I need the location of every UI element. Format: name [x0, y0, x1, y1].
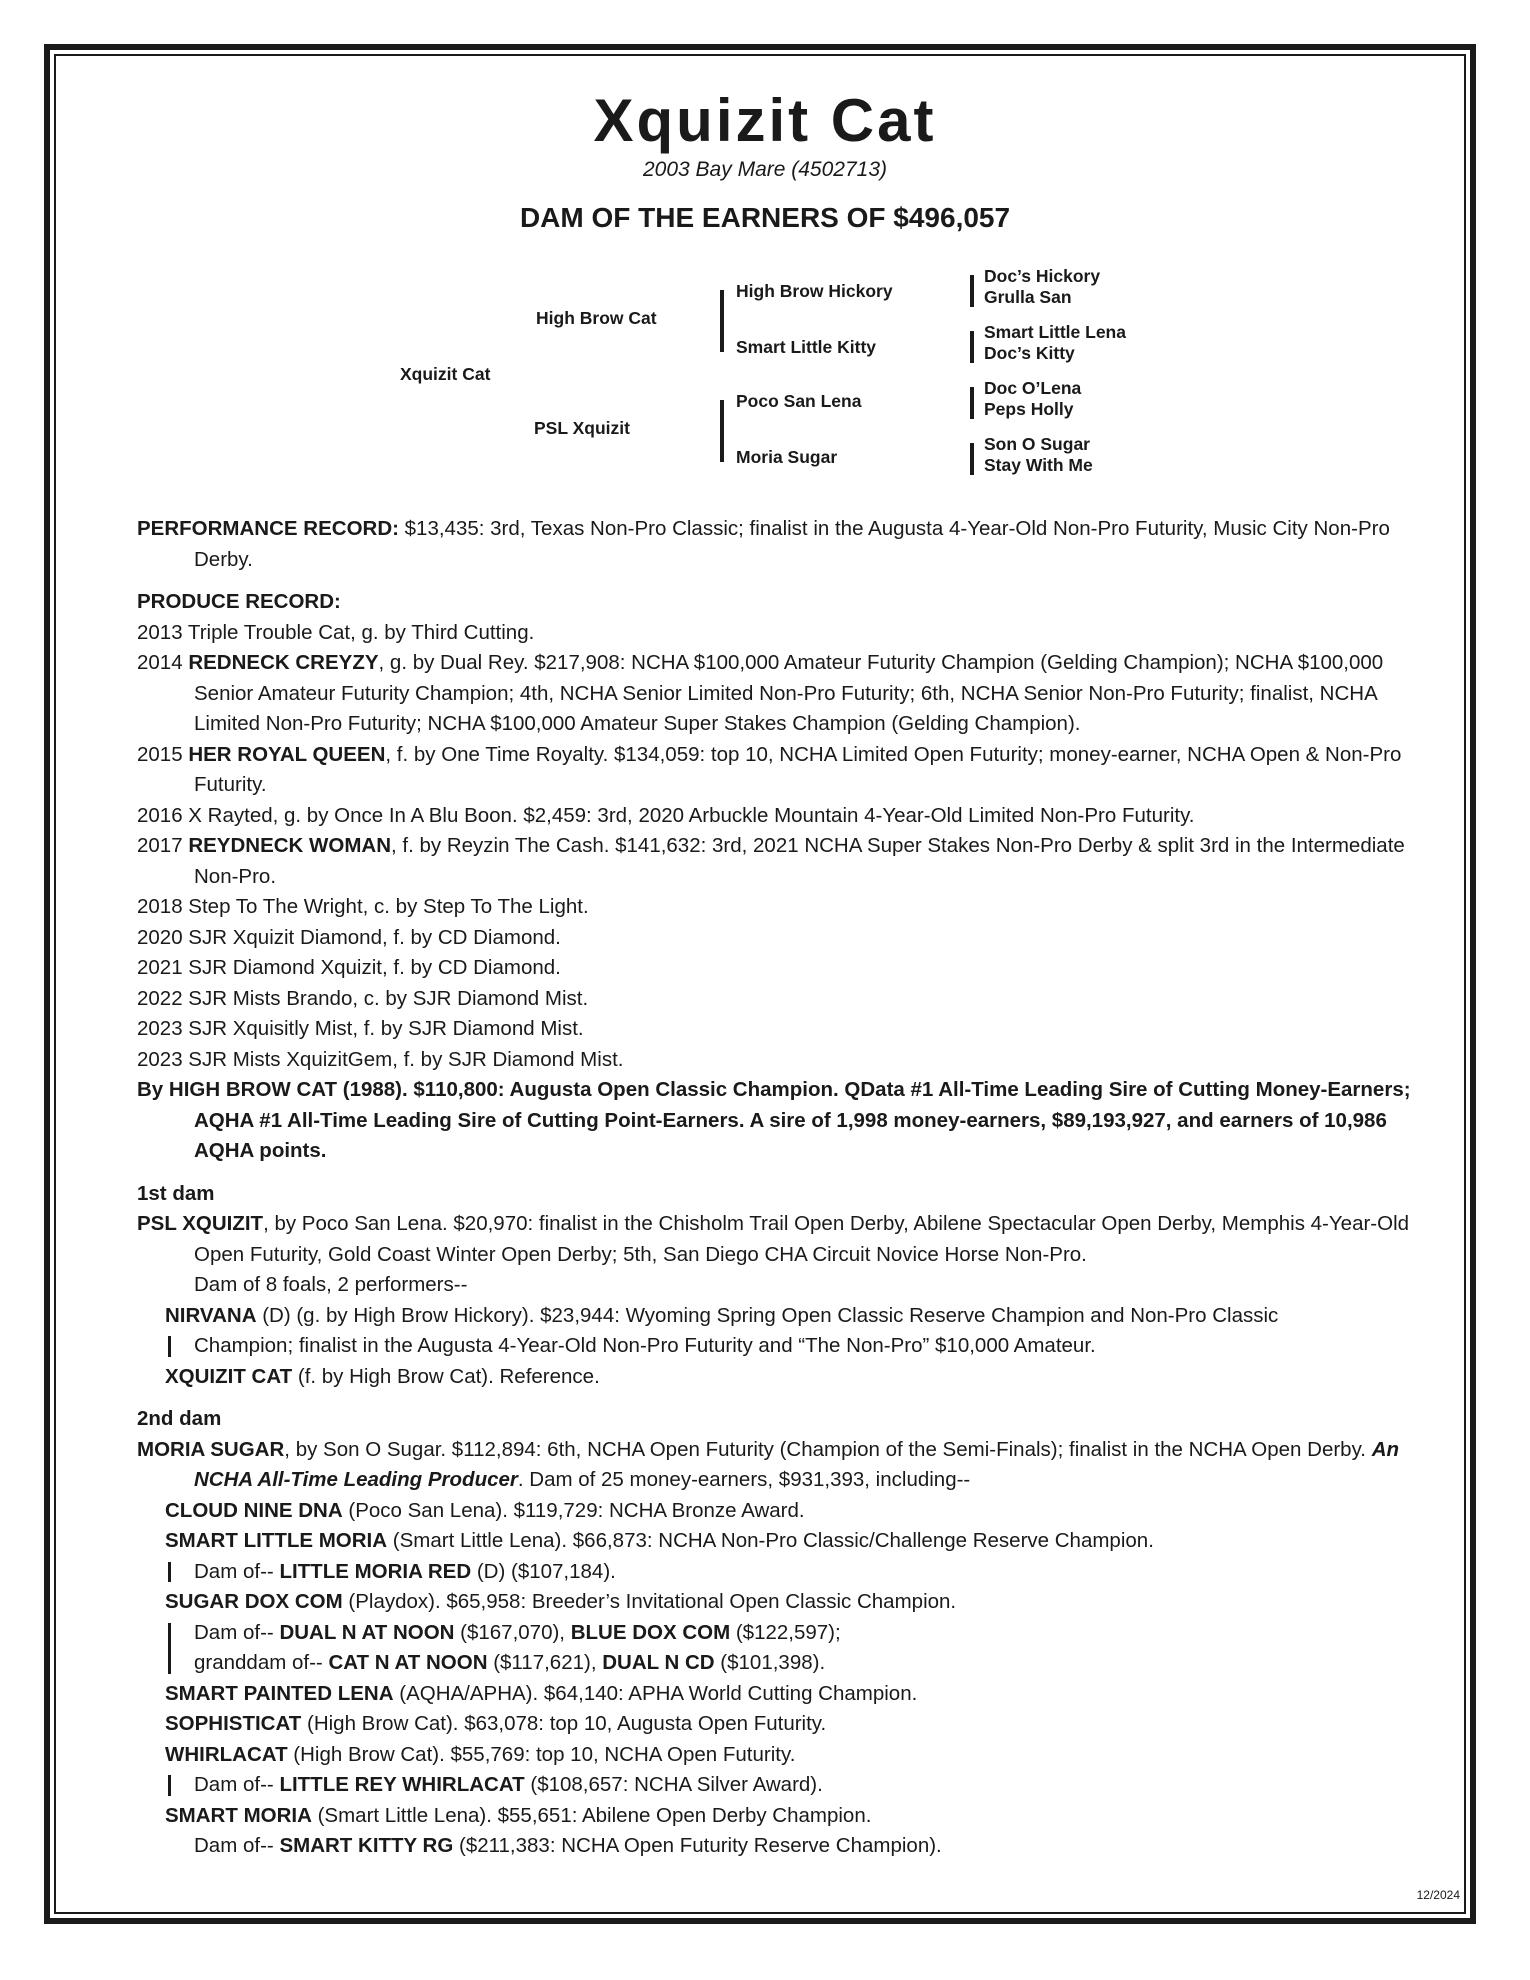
horse-subtitle: 2003 Bay Mare (4502713) — [643, 158, 887, 181]
first-dam-foals: Dam of 8 foals, 2 performers-- — [194, 1273, 468, 1296]
produce-smart-painted-lena: SMART PAINTED LENA (AQHA/APHA). $64,140: APHA World Cutting Champion. — [165, 1681, 918, 1705]
produce-sugar-dox-com: SUGAR DOX COM (Playdox). $65,958: Breeder’s Invitational Open Classic Champion. — [165, 1590, 957, 1613]
pedigree-g6: Peps Holly — [984, 399, 1074, 419]
pedigree-sire-sire: High Brow Hickory — [736, 281, 893, 301]
pedigree-dam-sire: Poco San Lena — [736, 391, 862, 411]
performance-record — [137, 514, 1427, 575]
revision-date: 12/2024 — [1416, 1888, 1460, 1902]
produce-smart-little-moria: SMART LITTLE MORIA (Smart Little Lena). $66,873: NCHA Non-Pro Classic/Challenge Reserve Champion. — [165, 1529, 1154, 1552]
second-dam-label: 2nd dam — [137, 1407, 222, 1430]
pedigree-g4: Doc’s Kitty — [984, 343, 1075, 363]
produce-nirvana-cont: Champion; finalist in the Augusta 4-Year-Old Non-Pro Futurity and “The Non-Pro” $10,000 Amateur. — [137, 1331, 1427, 1362]
produce-2021: 2021 SJR Diamond Xquizit, f. by CD Diamond. — [137, 956, 561, 979]
produce-name: REYDNECK WOMAN — [188, 834, 392, 857]
produce-2023-a: 2023 SJR Xquisitly Mist, f. by SJR Diamond Mist. — [137, 1017, 584, 1040]
pedigree-g3: Smart Little Lena — [984, 322, 1126, 342]
first-dam-name: PSL XQUIZIT — [137, 1212, 264, 1235]
produce-xquizit-cat: XQUIZIT CAT (f. by High Brow Cat). Reference. — [165, 1364, 600, 1388]
produce-2016: 2016 X Rayted, g. by Once In A Blu Boon. $2,459: 3rd, 2020 Arbuckle Mountain 4-Year-Old Limited Non-Pro Futurity. — [137, 803, 1195, 827]
produce-2018: 2018 Step To The Wright, c. by Step To The Light. — [137, 895, 589, 918]
performance-text: $13,435: 3rd, Texas Non-Pro Classic; finalist in the Augusta 4-Year-Old Non-Pro Futurity, Music City Non-Pro Derby. — [194, 517, 1390, 571]
pedigree-g7: Son O Sugar — [984, 434, 1090, 454]
pedigree-g1: Doc’s Hickory — [984, 266, 1101, 286]
produce-name: REDNECK CREYZY — [188, 651, 379, 674]
produce-sophisticat: SOPHISTICAT (High Brow Cat). $63,078: top 10, Augusta Open Futurity. — [165, 1712, 827, 1735]
pedigree-dam-dam: Moria Sugar — [736, 447, 838, 467]
pedigree-bracket-g4 — [970, 443, 974, 475]
produce-smart-moria: SMART MORIA (Smart Little Lena). $55,651: Abilene Open Derby Champion. — [165, 1803, 872, 1827]
produce-name: HER ROYAL QUEEN — [188, 742, 386, 766]
produce-2017: 2017 REYDNECK WOMAN, f. by Reyzin The Cash. $141,632: 3rd, 2021 NCHA Super Stakes Non-Pro Derby & split 3rd in the Intermediate Non-Pro. — [137, 834, 1405, 888]
horse-title: Xquizit Cat — [593, 87, 937, 154]
pedigree-bracket-sire — [720, 290, 724, 352]
produce-smart-little-moria-progeny: Dam of-- LITTLE MORIA RED (D) ($107,184). — [137, 1557, 1427, 1588]
produce-sugar-dox-com-progeny: Dam of-- DUAL N AT NOON ($167,070), BLUE DOX COM ($122,597); granddam of-- CAT N AT NOON ($117,621), DUAL N CD ($101,398). — [137, 1618, 1427, 1679]
produce-whirlacat: WHIRLACAT (High Brow Cat). $55,769: top 10, NCHA Open Futurity. — [165, 1742, 796, 1766]
produce-2023-b: 2023 SJR Mists XquizitGem, f. by SJR Diamond Mist. — [137, 1047, 624, 1071]
continuation-bar — [168, 1623, 171, 1674]
second-dam-name: MORIA SUGAR — [137, 1437, 285, 1461]
pedigree-g8: Stay With Me — [984, 455, 1093, 475]
pedigree-sire-dam: Smart Little Kitty — [736, 337, 877, 357]
pedigree-dam: PSL Xquizit — [534, 418, 630, 438]
produce-2014: 2014 REDNECK CREYZY, g. by Dual Rey. $217,908: NCHA $100,000 Amateur Futurity Champion (Gelding Champion); NCHA $100,000 Senior Amateur Futurity Champion; 4th, NCHA Senior Limited Non-Pro Futurity; 6th, NCHA Senior Non-Pro Futurity; finalist, NCHA Limited Non-Pro Futurity; NCHA $100,000 Amateur Super Stakes Champion (Gelding Champion). — [137, 651, 1384, 735]
produce-cloud-nine-dna: CLOUD NINE DNA (Poco San Lena). $119,729: NCHA Bronze Award. — [165, 1498, 805, 1522]
produce-2020: 2020 SJR Xquizit Diamond, f. by CD Diamond. — [137, 925, 561, 949]
pedigree-horse: Xquizit Cat — [400, 364, 491, 384]
first-dam-entry: PSL XQUIZIT, by Poco San Lena. $20,970: finalist in the Chisholm Trail Open Derby, Abilene Spectacular Open Derby, Memphis 4-Year-Old Open Futurity, Gold Coast Winter Open Derby; 5th, San Diego CHA Circuit Novice Horse Non-Pro. — [137, 1212, 1410, 1266]
producer-designation: An NCHA All-Time Leading Producer — [194, 1437, 1400, 1491]
continuation-bar — [168, 1775, 171, 1796]
earnings-headline: DAM OF THE EARNERS OF $496,057 — [519, 202, 1011, 233]
pedigree-bracket-g1 — [970, 275, 974, 307]
produce-2015: 2015 HER ROYAL QUEEN, f. by One Time Royalty. $134,059: top 10, NCHA Limited Open Futurity; money-earner, NCHA Open & Non-Pro Futurity. — [137, 742, 1402, 796]
produce-whirlacat-progeny: Dam of-- LITTLE REY WHIRLACAT ($108,657: NCHA Silver Award). — [137, 1770, 1427, 1801]
produce-record-label: PRODUCE RECORD: — [137, 590, 341, 613]
catalog-body — [137, 514, 1427, 1862]
sire-note: By HIGH BROW CAT (1988). $110,800: Augusta Open Classic Champion. QData #1 All-Time Leading Sire of Cutting Money-Earners; AQHA #1 All-Time Leading Sire of Cutting Point-Earners. A sire of 1,998 money-earners, $89,193,927, and earners of 10,986 AQHA points. — [137, 1078, 1411, 1162]
produce-2013: 2013 Triple Trouble Cat, g. by Third Cutting. — [137, 620, 535, 644]
pedigree-bracket-g2 — [970, 331, 974, 363]
produce-nirvana: NIRVANA (D) (g. by High Brow Hickory). $23,944: Wyoming Spring Open Classic Reserve Champion and Non-Pro Classic — [165, 1303, 1279, 1327]
produce-smart-moria-progeny: Dam of-- SMART KITTY RG ($211,383: NCHA Open Futurity Reserve Champion). — [194, 1834, 942, 1857]
performance-label: PERFORMANCE RECORD: — [137, 517, 399, 540]
first-dam-label: 1st dam — [137, 1181, 215, 1205]
pedigree-sire: High Brow Cat — [536, 308, 657, 328]
pedigree-g2: Grulla San — [984, 287, 1072, 307]
pedigree-bracket-dam — [720, 400, 724, 462]
second-dam-entry: MORIA SUGAR, by Son O Sugar. $112,894: 6th, NCHA Open Futurity (Champion of the Semi-Finals); finalist in the NCHA Open Derby. An NCHA All-Time Leading Producer. Dam of 25 money-earners, $931,393, including-- — [137, 1437, 1400, 1491]
continuation-bar — [168, 1336, 171, 1357]
continuation-bar — [168, 1562, 171, 1583]
pedigree-g5: Doc O’Lena — [984, 378, 1082, 398]
pedigree-bracket-g3 — [970, 387, 974, 419]
produce-2022: 2022 SJR Mists Brando, c. by SJR Diamond Mist. — [137, 986, 589, 1010]
